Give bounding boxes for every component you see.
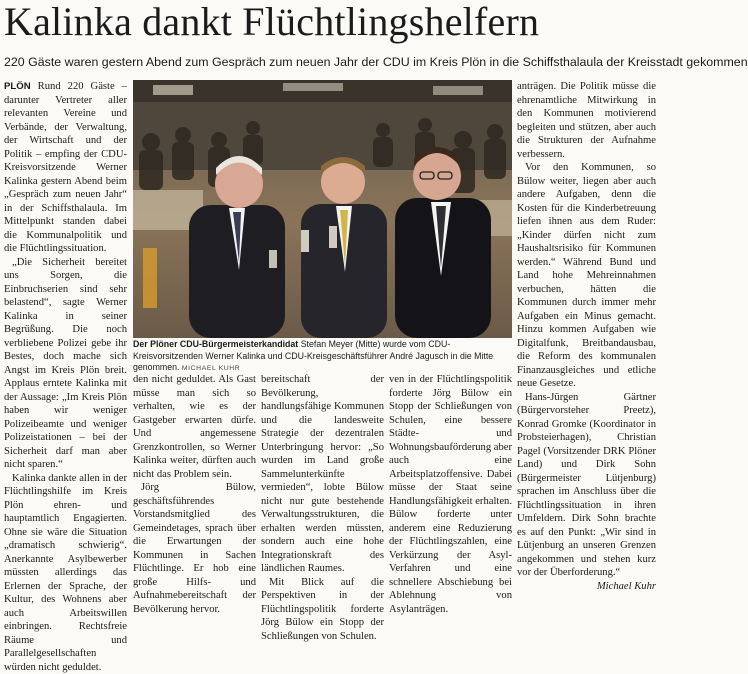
person-left	[189, 156, 285, 338]
paragraph: ven in der Flüchtlingspolitik forderte Jörg Bülow ein Stopp der Schließungen von Schulen, eine bessere Städte- und Wohnungsbauförderung aber auch eine Arbeitsplatzoffensive. Dabei müsse der Staat seine Handlungsfähigkeit erhalten. Bülow forderte unter anderem eine Reduzierung der Flüchtlingszahlen, eine Verkürzung der Asyl-Verfahren und eine schnellere Abschiebung bei Ablehnung von Asylanträgen.	[389, 373, 512, 616]
paragraph: Hans-Jürgen Gärtner (Bürgervorsteher Preetz), Konrad Gromke (Koordinator in Probsteierhagen), Christian Pagel (Vorsitzender DRK Plöner Land) und Dirk Sohn (Bürgermeister Lütjenburg) sprachen im Anschluss über die Flüchtlingssituation in ihren Umfeldern. Dirk Sohn brachte es auf den Punkt: „Wir sind in Lütjenburg an unseren Grenzen angekommen und stehen kurz vor der Überforderung.“	[517, 391, 656, 580]
article-column-5	[517, 80, 656, 545]
article-column-3	[261, 373, 384, 545]
paragraph: Mit Blick auf die Perspektiven in der Flüchtlingspolitik forderte Jörg Bülow ein Stopp der Schließungen von Schulen.	[261, 576, 384, 644]
caption-lead: Der Plöner CDU-Bürgermeisterkandidat	[133, 339, 298, 349]
author: Michael Kuhr	[517, 580, 656, 594]
caption-text: Stefan Meyer (Mitte) wurde vom CDU-Kreisvorsitzenden Werner Kalinka und CDU-Kreisgeschäftsführer André Jagusch in die Mitte genommen.	[133, 339, 493, 372]
headline: Kalinka dankt Flüchtlingshelfern	[4, 0, 659, 44]
article-column-4	[389, 373, 512, 545]
article-column-2	[133, 373, 256, 545]
paragraph: Jörg Bülow, geschäftsführendes Vorstandsmitglied des Gemeindetages, sprach über die Erwartungen der Kommunen in Sachen Flüchtlinge. Er hob eine große Hilfs- und Aufnahmebereitschaft der Bevölkerung hervor.	[133, 481, 256, 616]
paragraph: anträgen. Die Politik müsse die ehrenamtliche Mitwirkung in den Kommunen motivierend begleiten und stützen, aber auch die Strukturen der Aufnahme verbessern.	[517, 80, 656, 161]
paragraph: den nicht geduldet. Als Gast müsse man sich so verhalten, wie es der Gastgeber erwarten dürfe. Und angemessene Grenzkontrollen, so Werner Kalinka weiter, dürften auch nicht das Problem sein.	[133, 373, 256, 481]
photo-credit: MICHAEL KUHR	[182, 365, 240, 372]
paragraph: Vor den Kommunen, so Bülow weiter, liegen aber auch andere Aufgaben, denn die Kosten für die Kinderbetreuung liefen ihnen aus dem Ruder: „Kinder dürfen nicht zum Haushaltsrisiko für Kommunen werden.“ Während Bund und Land hohe Mehreinnahmen verbuchen, hätten die Kommunen durch immer mehr Aufgaben ein Minus gemacht. Hinzu kommen Aufgaben wie Digitalfunk, Breitbandausbau, die Reform des kommunalen Finanzausgleiches und etliche neue Gesetze.	[517, 161, 656, 391]
paragraph: Kalinka dankte allen in der Flüchtlingshilfe im Kreis Plön ehren- und hauptamtlich Engagierten. Ohne sie wäre die Situation „dramatisch schwierig“. Anerkannte Asylbewerber müssten allerdings das Erlernen der Sprache, der Kultur, des Wohnens aber auch Arbeitswillen einbringen. Rechtsfreie Räume und Parallelgesellschaften würden nicht geduldet.	[4, 472, 127, 674]
dateline: PLÖN	[4, 81, 31, 92]
photo-illustration	[133, 80, 512, 338]
paragraph: „Die Sicherheit bereitet uns Sorgen, die Einbruchserien sind sehr belastend“, sagte Werner Kalinka in seiner Begrüßung. Die noch verbliebene Polizei gebe ihr Bestes, doch mache sich Angst im Kreis Plön breit. Applaus erntete Kalinka mit der Aussage: „Im Kreis Plön haben wir weniger Polizeibeamte und weniger Polizeistationen – bei der Sicherheit darf man aber nicht sparen.“	[4, 256, 127, 472]
news-photo	[133, 80, 512, 338]
paragraph: bereitschaft der Bevölkerung, handlungsfähige Kommunen und die landesweite Strategie der dezentralen Unterbringung hervor: „So wurden im Land große Sammelunterkünfte vermieden“, lobte Bülow nicht nur gute bestehende Verwaltungsstrukturen, die erhalten werden müssten, sondern auch eine hohe Integrationskraft des ländlichen Raumes.	[261, 373, 384, 576]
person-middle	[301, 157, 387, 338]
subheadline: 220 Gäste waren gestern Abend zum Gespräch zum neuen Jahr der CDU im Kreis Plön in die Schiffsthalaula der Kreisstadt gekommen	[4, 54, 659, 70]
paragraph: Rund 220 Gäste – darunter Vertreter aller relevanten Vereine und Verbände, der Verwaltung, der Wirtschaft und der Politik – empfing der CDU-Kreisvorsitzende Werner Kalinka gestern Abend beim „Gespräch zum neuen Jahr“ in der Schiffsthalaula. Im Mittelpunkt standen dabei die Kommunalpolitik und die Flüchtlingssituation.	[4, 81, 127, 254]
photo-caption	[133, 339, 512, 369]
article-column-1	[4, 80, 127, 545]
